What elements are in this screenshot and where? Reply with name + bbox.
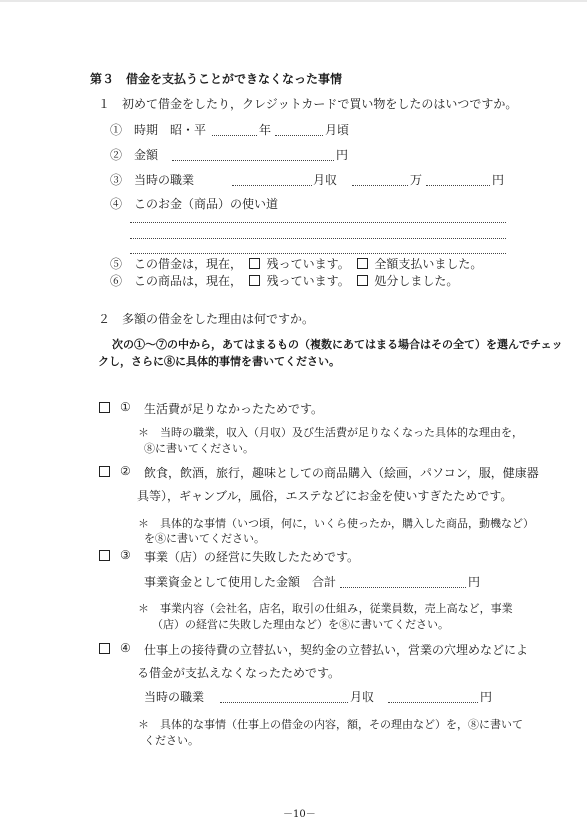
- reason-1-checkbox[interactable]: [99, 402, 110, 413]
- reason-3-yen: 円: [468, 575, 481, 589]
- goods-remaining-checkbox[interactable]: [249, 275, 260, 286]
- reason-3-note-1: ＊ 事業内容（会社名，店名，取引の仕組み，従業員数，売上高など，事業: [138, 602, 513, 615]
- reason-3-checkbox[interactable]: [99, 550, 110, 561]
- reason-4-job-field[interactable]: [220, 702, 348, 703]
- instruction-line-2: クし，さらに⑧に具体的事情を書いてください。: [98, 355, 340, 368]
- reason-4-job-label: 当時の職業: [144, 690, 205, 704]
- reason-2-text-1: 飲食，飲酒，旅行，趣味としての商品購入（絵画，パソコン，服，健康器: [144, 466, 539, 480]
- reason-4-note-1: ＊ 具体的な事情（仕事上の借金の内容，額，その理由など）を，⑧に書いて: [138, 718, 523, 731]
- job-label: ③ 当時の職業: [110, 173, 195, 187]
- section-title: 第３ 借金を支払うことができなくなった事情: [90, 72, 343, 86]
- amount-yen: 円: [336, 148, 349, 162]
- year-label: 年: [259, 123, 272, 137]
- goods-status-label: ⑥ この商品は，現在，: [110, 274, 243, 288]
- reason-3-funds-field[interactable]: [340, 587, 466, 588]
- reason-4-num: ④: [120, 641, 131, 655]
- period-label: ① 時期 昭・平: [110, 123, 207, 137]
- reason-3-funds-label: 事業資金として使用した金額 合計: [144, 575, 337, 589]
- reason-2-text-2: 具等），ギャンブル，風俗，エステなどにお金を使いすぎたためです。: [137, 489, 513, 503]
- reason-2-num: ②: [120, 464, 131, 478]
- reason-2-note-2: を⑧に書いてください。: [144, 532, 265, 545]
- debt-paid-checkbox[interactable]: [357, 258, 368, 269]
- reason-4-income-field[interactable]: [388, 702, 478, 703]
- goods-disposed-label: 処分しました。: [374, 274, 459, 288]
- period-year-field[interactable]: [212, 135, 257, 136]
- reason-3-text: 事業（店）の経営に失敗したためです。: [144, 550, 360, 564]
- reason-4-yen: 円: [480, 690, 493, 704]
- reason-1-text: 生活費が足りなかったためです。: [144, 402, 324, 416]
- reason-1-num: ①: [120, 400, 131, 414]
- amount-field[interactable]: [172, 160, 334, 161]
- debt-status-row: [110, 255, 482, 272]
- reason-3-num: ③: [120, 548, 131, 562]
- usage-line-2[interactable]: [130, 238, 506, 239]
- debt-status-label: ⑤ この借金は，現在，: [110, 257, 243, 271]
- month-label: 月頃: [325, 123, 350, 137]
- amount-label: ② 金額: [110, 148, 159, 162]
- reason-4-income-label: 月収: [350, 690, 375, 704]
- scan-edge: [0, 0, 587, 2]
- question-2-title: ２ 多額の借金をした理由は何ですか。: [98, 312, 315, 326]
- job-field[interactable]: [232, 185, 312, 186]
- monthly-income-label: 月収: [313, 173, 338, 187]
- usage-line-1[interactable]: [130, 222, 506, 223]
- reason-1-note-2: ⑧に書いてください。: [144, 442, 254, 455]
- question-1-title: １ 初めて借金をしたり，クレジットカードで買い物をしたのはいつですか。: [98, 97, 518, 111]
- usage-label: ④ このお金（商品）の使い道: [110, 197, 279, 211]
- reason-2-note-1: ＊ 具体的な事情（いつ頃，何に，いくら使ったか，購入した商品，動機など）: [138, 517, 534, 530]
- income-man-field[interactable]: [352, 185, 408, 186]
- income-yen: 円: [492, 173, 505, 187]
- debt-remaining-label: 残っています。: [266, 257, 350, 271]
- income-yen-field[interactable]: [426, 185, 490, 186]
- page-number: －10－: [283, 809, 316, 820]
- reason-4-checkbox[interactable]: [99, 643, 110, 654]
- reason-1-note-1: ＊ 当時の職業，収入（月収）及び生活費が足りなくなった具体的な理由を，: [138, 426, 523, 439]
- debt-paid-label: 全額支払いました。: [374, 257, 483, 271]
- reason-3-note-2: （店）の経営に失敗した理由など）を⑧に書いてください。: [152, 618, 449, 631]
- reason-2-checkbox[interactable]: [99, 466, 110, 477]
- reason-4-text-2: る借金が支払えなくなったためです。: [137, 666, 341, 680]
- period-month-field[interactable]: [275, 135, 323, 136]
- goods-disposed-checkbox[interactable]: [357, 275, 368, 286]
- man-label: 万: [410, 173, 423, 187]
- debt-remaining-checkbox[interactable]: [249, 258, 260, 269]
- usage-line-3[interactable]: [130, 253, 506, 254]
- goods-status-row: [110, 272, 458, 289]
- reason-4-note-2: ください。: [144, 734, 199, 747]
- instruction-line-1: 次の①～⑦の中から，あてはまるもの（複数にあてはまる場合はその全て）を選んでチェッ: [112, 338, 563, 351]
- goods-remaining-label: 残っています。: [266, 274, 350, 288]
- reason-4-text-1: 仕事上の接待費の立替払い，契約金の立替払い，営業の穴埋めなどによ: [144, 643, 529, 657]
